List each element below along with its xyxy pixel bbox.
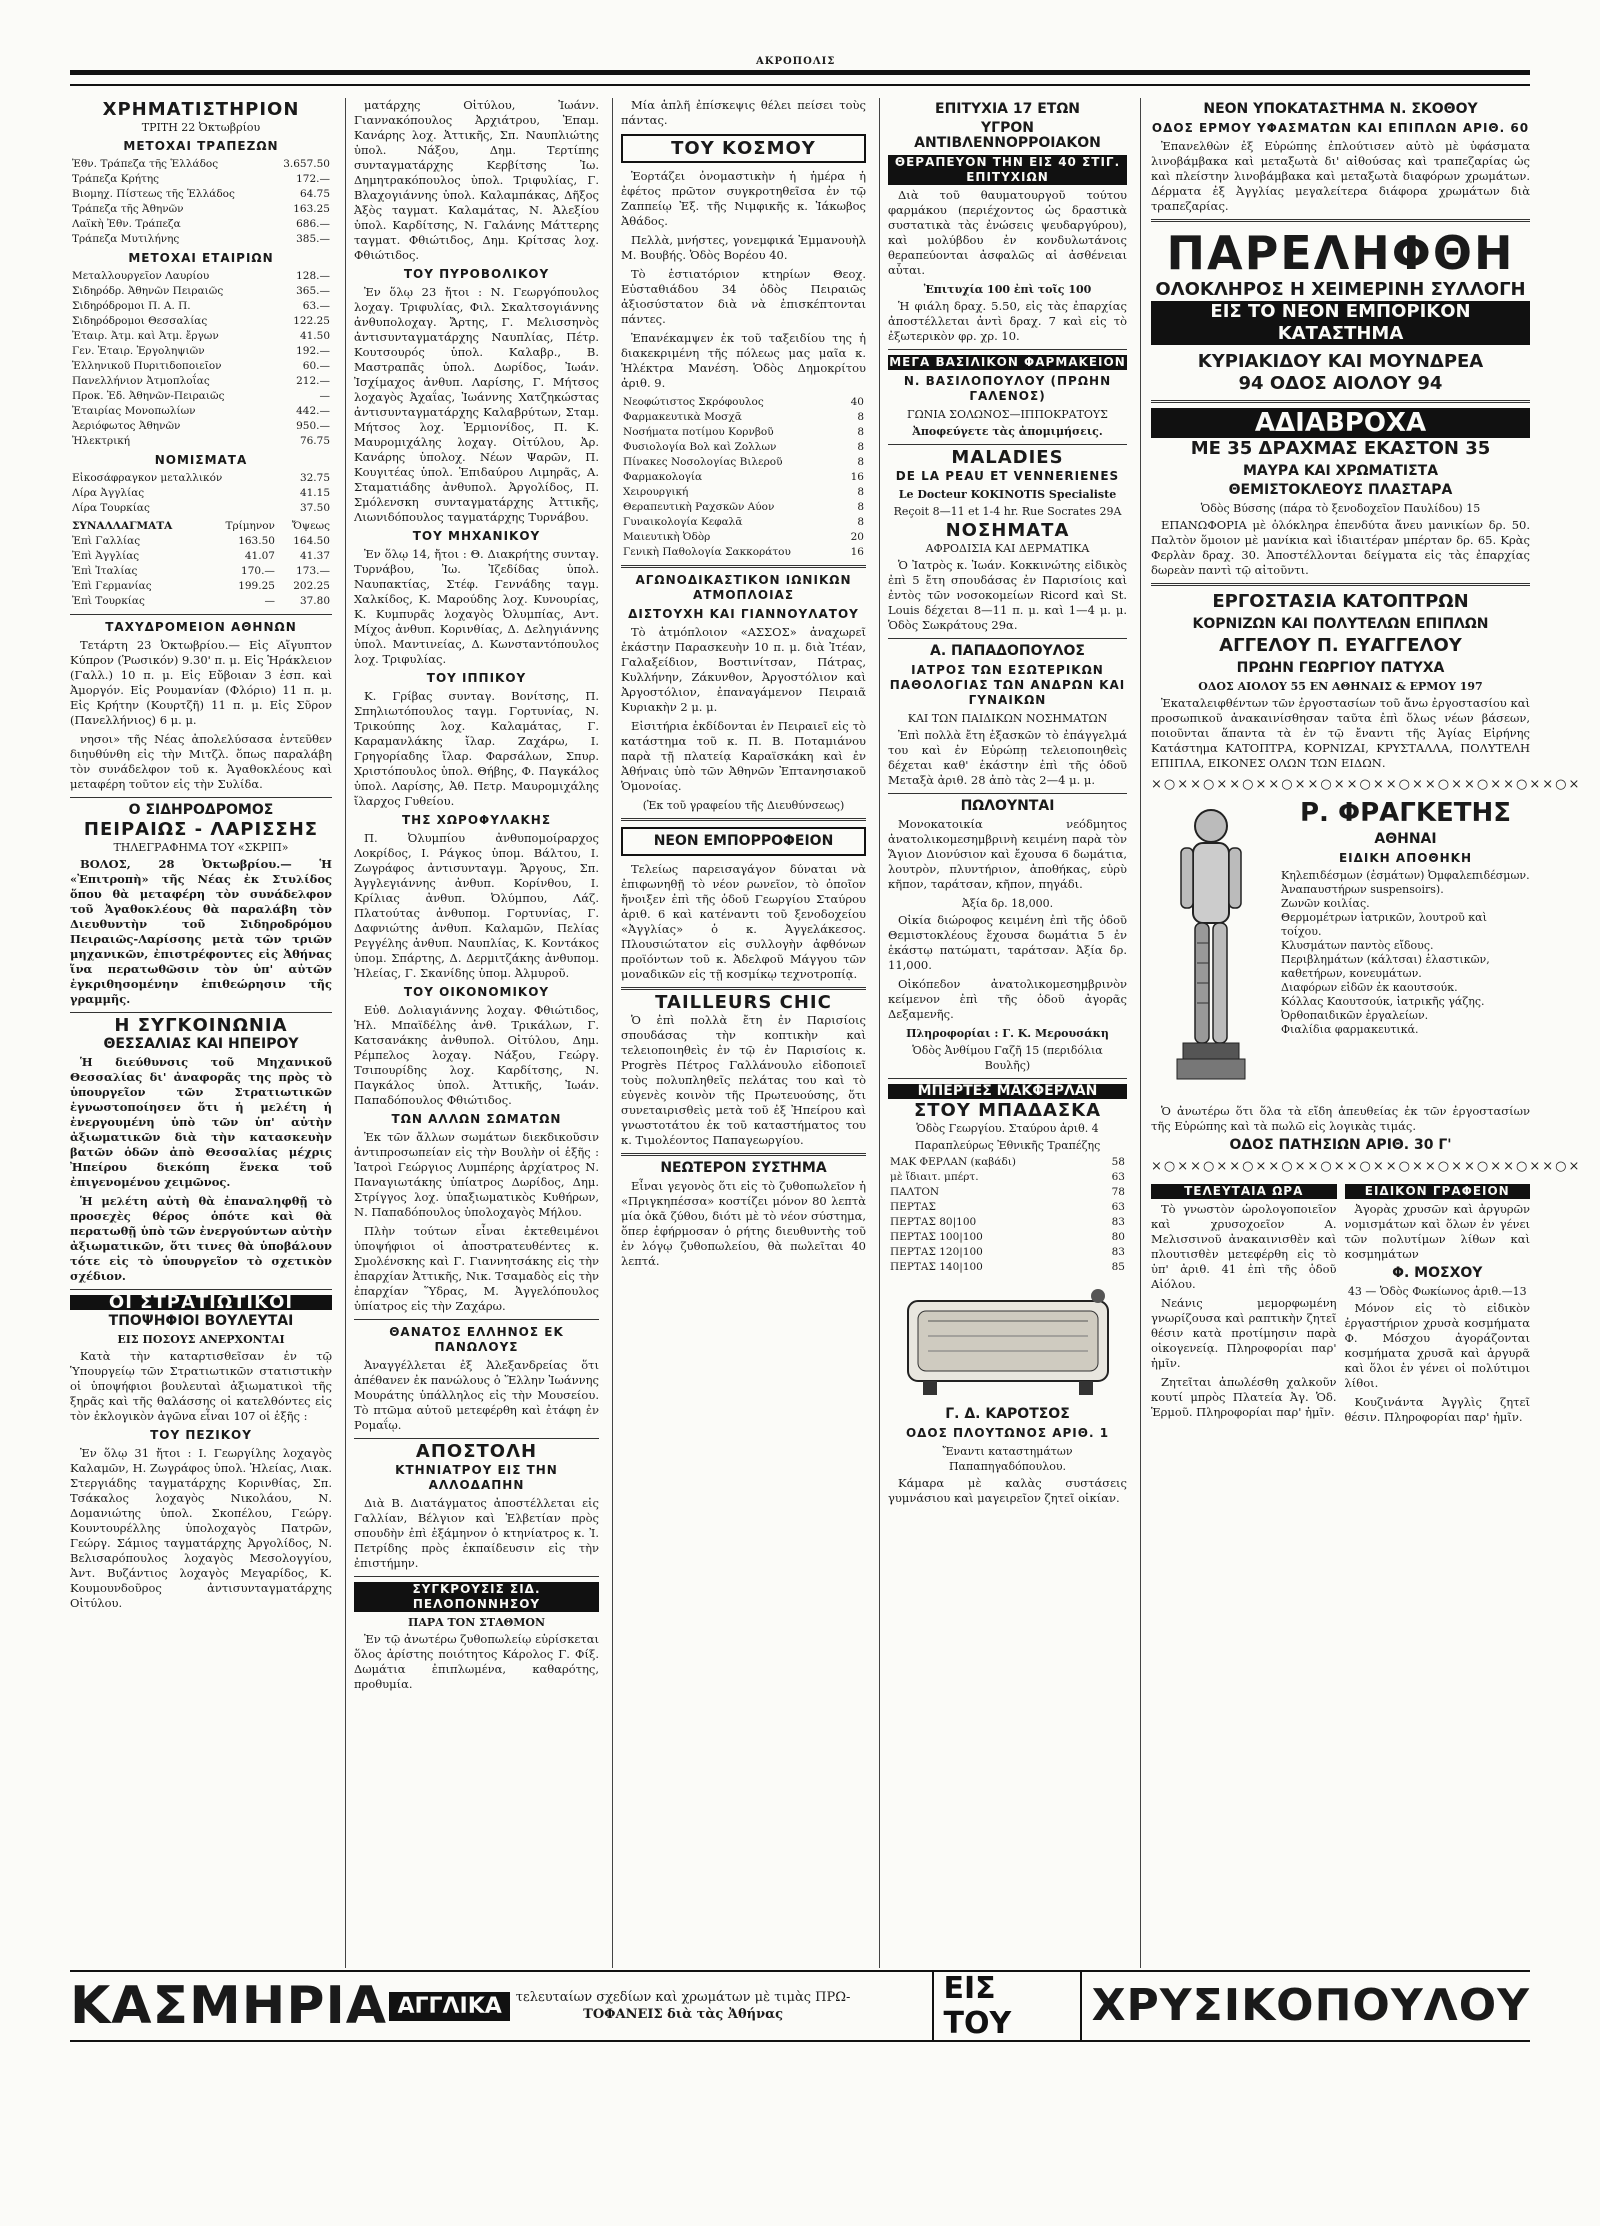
mirrors-addr: ΟΔΟΣ ΑΙΟΛΟΥ 55 ΕΝ ΑΘΗΝΑΙΣ & ΕΡΜΟΥ 197: [1198, 680, 1483, 693]
other-title: ΤΩΝ ΑΛΛΩΝ ΣΩΜΑΤΩΝ: [391, 1112, 562, 1126]
lost-text: Ζητεῖται ἀπωλέσθη χαλκοῦν κουτί μπρὸς Πλατεία Ἀγ. Ὁδ. Ἑρμοῦ. Πληροφορίαι παρ' ἡμῖν.: [1151, 1375, 1337, 1419]
bottom-ads: [1151, 1180, 1530, 1429]
bookstore-title: ΝΕΟΝ ΕΜΠΟΡΡΟΦΕΙΟΝ: [621, 827, 866, 856]
artillery-text: Ἐν ὅλῳ 23 ἤτοι : Ν. Γεωργόπουλος λοχαγ. Τριφυλίας, Φιλ. Σκαλτσογιάννης ἀνθυπολοχαγ. Ἄρτης, Γ. Μελισσηνὸς ἀντισυνταγματάρχης Ναυπλίας, Πέτρ. Κουτσουρός ὑπολ. Καλαβρ., Β. Μαστραπᾶς ὑπολ. Δωρίδος, Ἰωάν. Ἰσχίμαχος ἀνθυπ. Λαρίσης, Γ. Μήτσος λοχαγὸς Ἀχαΐας, Ἰωάννης Χατζηκώστας ἀντισυνταγματάρχης Καλαβρύτων, Σταμ. Μήτσος λοχ. Ἐρμιονίδος, Π. Κ. Μαυρομιχάλης λοχαγ. Οἰτύλου, Ἀρ. Κανάρης ὑπολοχ. Νέων Ψαρῶν, Π. Κουγιτέας ὑπολ. Ἐπιδαύρου Λιμηρᾶς, Α. Σταματιάδης ἀνθυπολ. Ἀργολίδος, Π. Σμόλενσκη συνταγματάρχης Ἀττικῆς, Λιωνιδόπουλος ταγματάρχης Τυρνάβου.: [354, 285, 599, 524]
table-row: Σιδηρόδρομοι Π. Α. Π. 63.—: [72, 300, 330, 312]
doctor-text: Ἐπὶ πολλὰ ἔτη ἐξασκῶν τὸ ἐπάγγελμά του καὶ ἐν Εὐρώπῃ τελειοποιηθεὶς δέχεται καθ' ἑκάστην ἐπὶ τῆς ὁδοῦ Μεταξὰ ἀριθ. 28 ἀπὸ τὰς 2—4 μ. μ.: [888, 728, 1127, 787]
divider: [888, 444, 1127, 445]
bath-addr: Ὁδὸς Γεωργίου. Σταύρου ἀριθ. 4: [916, 1122, 1099, 1135]
table-row: Πανελλήνιον Ἀτμοπλοΐας 212.—: [72, 375, 330, 387]
rail2-sub: ΠΑΡΑ ΤΟΝ ΣΤΑΘΜΟΝ: [407, 1616, 546, 1629]
bathtub-illustration: [898, 1281, 1118, 1401]
doctor-title: Α. ΠΑΠΑΔΟΠΟΥΛΟΣ: [930, 643, 1085, 659]
school-text-2: Εἰσιτήρια ἐκδίδονται ἐν Πειραιεῖ εἰς τὸ κατάστημα τοῦ κ. Π. Β. Ποταμιάνου παρὰ τῇ πλατείᾳ Καραϊσκάκη καὶ ἐν Ἀθήναις ὑπὸ τῶν Ἀθηνῶν Ἐπτανησιακοῦ Ὁμονοίας.: [621, 719, 866, 793]
table-row: ΜΑΚ ΦΕΡΛΑΝ (καβάδι) 58: [890, 1156, 1125, 1168]
sale-text-2: Οἰκία διώροφος κειμένη ἐπὶ τῆς ὁδοῦ Θεμιστοκλέους ἔχουσα δωμάτια 5 ἐν ἑκάστῳ πατώματι, ταράτσαν. Ἀξία δρ. 11,000.: [888, 913, 1127, 972]
cavalry-text: Κ. Γρίβας συνταγ. Βονίτσης, Π. Σπηλιωτόπουλος ταγμ. Γορτυνίας, Ν. Τρικούπης λοχ. Καλαμάτας, Γ. Καραμανλάκης ἴλαρ. Ζαχάρω, Ι. Γρηγορίαδης ἴλαρ. Φαρσάλων, Σπυρ. Χριστόπουλος ὑπολ. Θήβης, Φ. Παγκάλος ὑπολ. Λαρίσης, Ἀθ. Πετρ. Μαυρομιχάλης ἴλαρχος Γυθείου.: [354, 689, 599, 808]
mission-title-2: ΚΤΗΝΙΑΤΡΟΥ ΕΙΣ ΤΗΝ ΑΛΛΟΔΑΠΗΝ: [395, 1463, 558, 1492]
column-5: [1140, 98, 1582, 1968]
success-price: Ἐπιτυχία 100 ἐπὶ τοῖς 100: [923, 283, 1092, 296]
list-item: Κηλεπιδέσμων (ἐσμάτων) Ὀμφαλεπιδέσμων.: [1281, 869, 1530, 882]
sale-text: Μονοκατοικία νεόδμητος ἀνατολικομεσημβρινὴ κειμένη παρὰ τὸν Ἅγιον Διονύσιον καὶ ἔχουσα 6 δωμάτια, λουτρὸν, πλυντήριον, ἀποθήκας, εὐρὺ κῆπον, ταράτσαν, κῆπον, πηγάδι.: [888, 817, 1127, 891]
late-text: Τὸ γνωστὸν ὡρολογοποιεῖον καὶ χρυσοχοεῖον Α. Μελισσινοῦ ἀνακαινισθὲν καὶ πλουτισθὲν μετεφέρθη εἰς τὸ ὑπ' ἀριθ. 41 ἐπὶ τῆς ὁδοῦ Αἰόλου.: [1151, 1202, 1337, 1291]
col3-top-text: Μία ἁπλῆ ἐπίσκεψις θέλει πείσει τοὺς πάντας.: [621, 98, 866, 127]
divider: [621, 987, 866, 990]
mission-text: Διὰ Β. Διατάγματος ἀποστέλλεται εἰς Γαλλίαν, Βέλγιον καὶ Ἑλβετίαν πρὸς σπουδὴν ἐπὶ ἐξάμηνον ὁ κτηνίατρος κ. Ἰ. Πετρίδης πρὸς ἐκπαίδευσιν εἰς τὴν ἐπιστήμην.: [354, 1496, 599, 1570]
table-row: Φαρμακολογία 16: [623, 471, 864, 483]
rail-text: ΒΟΛΟΣ, 28 Ὀκτωβρίου.— Ἡ «Ἐπιτροπὴ» τῆς Νέας ἐκ Στυλίδος ὅπου θὰ μεταφέρη τὸν συνάδελφον τοῦ Ἀγαθοκλέους θὰ παραλάβη τὸν Διευθυντὴν τοῦ Σιδηροδρόμου Πειραιῶς-Λαρίσσης μετὰ τῶν τριῶν μηχανικῶν, ἐπιστρέφοντες εἰς Ἀθήνας ἵνα περατωθῶσιν τὸν ὑπ' αὐτῶν ἐγκριθησομένην ἐπιθεώρησιν τῆς γραμμῆς.: [70, 857, 332, 1006]
other-text: Ἐκ τῶν ἄλλων σωμάτων διεκδικοῦσιν ἀντιπροσωπείαν εἰς τὴν Βουλὴν οἱ ἑξῆς : Ἰατροὶ Γεώργιος Λυμπέρης ἀρχίατρος Ν. Παναγιωτάκης ὑπίατρος Δωρίδος, Δημ. Στρίγγος λοχ. ὑπαξιωματικὸς Κυθήρων, Ν. Παπαδόπουλος ὑπολοχαγὸς Μήλου.: [354, 1130, 599, 1219]
divider: [1151, 583, 1530, 586]
table-row: Ἠλεκτρική 76.75: [72, 435, 330, 447]
karotsos-addr: ΟΔΟΣ ΠΛΟΥΤΩΝΟΣ ΑΡΙΘ. 1: [905, 1426, 1110, 1440]
footer-mid-label: ΑΓΓΛΙΚΑ: [389, 1992, 509, 2021]
late-title: ΤΕΛΕΥΤΑΙΑ ΩΡΑ: [1151, 1184, 1337, 1199]
table-row: Σιδηρόδρομοι Θεσσαλίας 122.25: [72, 315, 330, 327]
comm-title-1: Η ΣΥΓΚΟΙΝΩΝΙΑ: [114, 1015, 288, 1036]
received-title: ΠΑΡΕΛΗΦΘΗ: [1166, 226, 1515, 280]
divider: [354, 1319, 599, 1320]
gendarmerie-text: Π. Ὀλυμπίου ἀνθυπομοίραρχος Λοκρίδος, Ι. Ράγκος ὑπομ. Βάλτου, Ι. Ζωγράφος ἀντισυνταγμ. Ἄργους, Σπ. Ἀγγλεγιάννης ἀνθυπ. Κορίνθου, Ι. Κρίλιας ἀνθυπ. Ὀλύμπου, Λάζ. Πλατούτας ἀνθυπομ. Γορτυνίας, Γ. Δαφνιώτης ἀνθυπ. Καλαμῶν, Πελίας Ρεγγέλης ἀνθυπ. Ναυπλίας, Κ. Κοντάκος ὑπομ. Σπάρτης, Δ. Δερμιτζάκης ἀνθυπομ. Ἠλείας, Γ. Σκανίδης ὑπομ. Ἀλμυροῦ.: [354, 831, 599, 980]
column-2: [345, 98, 607, 1968]
death-title: ΘΑΝΑΤΟΣ ΕΛΛΗΝΟΣ ΕΚ ΠΑΝΩΛΟΥΣ: [389, 1325, 564, 1354]
masthead-title: ΑΚΡΟΠΟΛΙΣ: [750, 56, 841, 67]
table-row: Ἑλληνικοῦ Πυριτιδοποιεῖον 60.—: [72, 360, 330, 372]
divider: [70, 1012, 332, 1013]
bath-sub: ΣΤΟΥ ΜΠΑΔΑΣΚΑ: [913, 1100, 1102, 1121]
table-row: Τράπεζα τῆς Ἀθηνῶν 163.25: [72, 203, 330, 215]
table-row: Φυσιολογία Βολ καὶ Ζολλων 8: [623, 441, 864, 453]
bath-table: [888, 1155, 1127, 1275]
divider: [888, 793, 1127, 794]
table-row: ΠΕΡΤΑΣ 63: [890, 1201, 1125, 1213]
diseases-text: Ὁ Ἰατρὸς κ. Ἰωάν. Κοκκινώτης εἰδικὸς ἐπὶ 5 ἔτη σπουδάσας ἐν Παρισίοις καὶ ἐντὸς τῶν νοσοκομείων Ricord καὶ St. Louis δέχεται 8—11 π. μ. καὶ 1—4 μ. μ. Ὁδὸς Σωκράτους 29α.: [888, 558, 1127, 632]
list-item: Ἀναπαυστήρων suspensoirs).: [1281, 883, 1444, 896]
list-item: Φιαλίδια φαρμακευτικά.: [1281, 1023, 1419, 1036]
table-row: Θεραπευτικὴ Ραχσκῶν Αύον 8: [623, 501, 864, 513]
banks-table: [70, 157, 332, 247]
table-row: ΠΑΛΤΟΝ 78: [890, 1186, 1125, 1198]
table-row: Ἐταιρίας Μονοπωλίων 442.—: [72, 405, 330, 417]
mirrors-name: ΑΓΓΕΛΟΥ Π. ΕΥΑΓΓΕΛΟΥ: [1219, 635, 1462, 656]
success-sub: ΥΓΡΟΝ ΑΝΤΙΒΛΕΝΝΟΡΡΟΙΑΚΟΝ: [914, 120, 1101, 151]
special-addr: 43 — Ὁδὸς Φωκίωνος ἀριθ.—13: [1347, 1285, 1527, 1298]
rail-title-2: ΠΕΙΡΑΙΩΣ - ΛΑΡΙΣΣΗΣ: [83, 819, 319, 840]
table-row: Νοσήματα ποτίμου Κορνβοῦ 8: [623, 426, 864, 438]
doctor-sub-2: ΚΑΙ ΤΩΝ ΠΑΙΔΙΚΩΝ ΝΟΣΗΜΑΤΩΝ: [907, 712, 1108, 725]
island-text: νησοι» τῆς Νέας ἀπολελύσασα ἐντεῦθεν διηυθύνθη εἰς τὴν Μιτζλ. ὅπως παραλάβη τὸν συνάδελφον τοῦ κ. Ἀγαθοκλέους καὶ μεταφέρη τοῦτον εἰς τὴν Συλίδα.: [70, 732, 332, 791]
branch-sub: ΟΔΟΣ ΕΡΜΟΥ ΥΦΑΣΜΑΤΩΝ ΚΑΙ ΕΠΙΠΛΩΝ ΑΡΙΘ. 60: [1151, 121, 1530, 135]
divider: [70, 797, 332, 798]
bath-title: ΜΠΕΡΤΕΣ ΜΑΚΦΕΡΛΑΝ: [888, 1084, 1127, 1099]
table-row: Ἐθν. Τράπεζα τῆς Ἑλλάδος 3.657.50: [72, 158, 330, 170]
rail2-title: ΣΥΓΚΡΟΥΣΙΣ ΣΙΔ. ΠΕΛΟΠΟΝΝΗΣΟΥ: [354, 1582, 599, 1612]
table-row: ΠΕΡΤΑΣ 80|100 83: [890, 1216, 1125, 1228]
mirrors-title: ΕΡΓΟΣΤΑΣΙΑ ΚΑΤΟΠΤΡΩΝ: [1212, 591, 1469, 612]
tailleurs-title: TAILLEURS CHIC: [655, 992, 832, 1013]
table-row: Τράπεζα Κρήτης 172.—: [72, 173, 330, 185]
army-title-2: ΤΠΟΨΗΦΙΟΙ ΒΟΥΛΕΥΤΑΙ: [108, 1313, 294, 1329]
frag-text: Ὁ ἀνωτέρω ὅτι ὅλα τὰ εἴδη ἀπευθείας ἐκ τῶν ἐργοστασίων τῆς Εὐρώπης καὶ τὰ πωλῶ εἰς λογικὰς τιμάς.: [1151, 1104, 1530, 1133]
sale-contact: Πληροφορίαι : Γ. Κ. Μερουσάκη: [906, 1027, 1109, 1040]
footer-mid-text-2: ΤΟΦΑΝΕΙΣ διὰ τὰς Ἀθήνας: [583, 2007, 784, 2022]
comm-title-2: ΘΕΣΣΑΛΙΑΣ ΚΑΙ ΗΠΕΙΡΟΥ: [103, 1036, 299, 1052]
diseases-sub: ΑΦΡΟΔΙΣΙΑ ΚΑΙ ΔΕΡΜΑΤΙΚΑ: [925, 542, 1090, 555]
sale-addr: Ὁδὸς Ἀνθίμου Γαζῆ 15 (περιδόλια Βουλῆς): [912, 1044, 1103, 1072]
divider: [1151, 219, 1530, 222]
world-text-2: Πελλὰ, μνήστες, γονεμφικά Ἐμμανουὴλ Μ. Βουβής. Ὁδὸς Βορέου 40.: [621, 233, 866, 262]
divider: [888, 1078, 1127, 1079]
list-item: Θερμομέτρων ἰατρικῶν, λουτροῦ καὶ τοίχου.: [1281, 911, 1487, 938]
list-item: Ὀρθοπαιδικῶν ἐργαλείων.: [1281, 1009, 1429, 1022]
list-item: Κλυσμάτων παντὸς εἴδους.: [1281, 939, 1434, 952]
table-row: Εἰκοσάφραγκον μεταλλικόν 32.75: [72, 472, 330, 484]
school-note: (Ἐκ τοῦ γραφείου τῆς Διευθύνσεως): [642, 799, 845, 812]
list-item: Περιβλημάτων (κάλτσαι) ἐλαστικῶν, καθετήρων, κονευμάτων.: [1281, 953, 1490, 980]
received-names: ΚΥΡΙΑΚΙΔΟΥ ΚΑΙ ΜΟΥΝΔΡΕΑ: [1197, 351, 1484, 372]
post-text: Τετάρτη 23 Ὀκτωβρίου.— Εἰς Αἴγυπτον Κύπρον (Ῥωσικόν) 9.30' π. μ. Εἰς Ἡράκλειον (Γαλλ.) 10 π. μ. Εἰς Εὔβοιαν 3 ἑσπ. καὶ Ἀμοργόν. Εἰς Ρουμανίαν (Φλόριο) 11 π. μ. Εἰς Κρήτην (Κουρτζῆ) 11 π. μ. Εἰς Σῦρον (Πανελλήνιος) 6 μ. μ.: [70, 638, 332, 727]
table-row: Ἐπὶ Ἀγγλίας 41.07 41.37: [72, 550, 330, 562]
rain-sub-2: ΜΑΥΡΑ ΚΑΙ ΧΡΩΜΑΤΙΣΤΑ: [1242, 463, 1439, 479]
artillery-title: ΤΟΥ ΠΥΡΟΒΟΛΙΚΟΥ: [403, 267, 550, 281]
world-text-4: Ἐπανέκαμψεν ἐκ τοῦ ταξειδίου της ἡ διακεκριμένη τῆς πόλεως μας μαῖα κ. Ἠλέκτρα Μανέση. Ὁδὸς Δημοκρίτου ἀριθ. 9.: [621, 331, 866, 390]
engineer-title: ΤΟΥ ΜΗΧΑΝΙΚΟΥ: [412, 529, 541, 543]
school-title: ΑΓΩΝΟΔΙΚΑΣΤΙΚΟΝ ΙΩΝΙΚΩΝ ΑΤΜΟΠΛΟΙΑΣ: [635, 573, 852, 602]
rain-title: ΑΔΙΑΒΡΟΧΑ: [1151, 408, 1530, 438]
table-row: Ἐπὶ Τουρκίας — 37.80: [72, 595, 330, 607]
frag-addr: ΟΔΟΣ ΠΑΤΗΣΙΩΝ ΑΡΙΘ. 30 Γ': [1229, 1137, 1452, 1153]
cure-table: [621, 395, 866, 560]
death-text: Ἀναγγέλλεται ἐξ Ἀλεξανδρείας ὅτι ἀπέθανεν ἐκ πανώλους ὁ Ἕλλην Ἰωάννης Μουράτης ὑπάλληλος εἰς τὴν Μουσείου. Τὸ πτῶμα αὐτοῦ μετεφέρθη καὶ ἐτάφη ἐν Ρομαΐῳ.: [354, 1358, 599, 1432]
tailleurs-text: Ὁ ἐπὶ πολλὰ ἔτη ἐν Παρισίοις σπουδάσας τὴν κοπτικὴν καὶ τελειοποιηθεὶς ἐν τῷ ἐν Παρισίοις κ. Progrès Πέτρος Γαλλάνουλο εἰδοποιεῖ τοὺς πολυπληθεῖς πελάτας του καὶ τὸ εὐγενὲς κοινὸν τῆς Πρωτευούσης, ὅτι συνεταιρισθεὶς μετὰ τοῦ ἐξ Ἠπείρου καὶ γνωστοτάτου ἐκ τοῦ καταστήματος του κ. Τιμολέοντος Παπαγεωργίου.: [621, 1013, 866, 1147]
frag-title: Ρ. ΦΡΑΓΚΕΤΗΣ: [1300, 798, 1511, 828]
commissary-text: Εὐθ. Δολιαγιάννης λοχαγ. Φθιώτιδος, Ἠλ. Μπαϊδέλης ἀνθ. Τρικάλων, Γ. Κατσανάκης ἀνθυπολ. Οἰτύλου, Δημ. Ρέμπελος λοχαγ. Νάξου, Γεώργ. Τσιπουρίδης λοχ. Καρδίτσης, Ν. Παγκάλος ὑπολ. Ἀττικῆς, Ἰωάν. Παπαδόπουλος Φθιώτιδος.: [354, 1003, 599, 1107]
bookstore-text: Τελείως παρεισαγάγον δύναται νὰ ἐπιφωνηθῇ τὸ νέον ρωνεῖον, τὸ ὁποῖον ἤνοιξεν ἐπὶ τῆς ὁδοῦ Γεωργίου Σταύρου ἀριθ. 6 καὶ κατέναντι τοῦ ξενοδοχείου «Ἀγγλίας» ὁ κ. Ἀγγελάκεσος. Πλουσιώτατον εἰς συλλογὴν ἀφθόνων προϊόντων τοῦ κ. Ἀδελφοῦ Μάγγου τῶν μοναδικῶν εἰς τῇ κοσμίκῳ τεχνοτροπίᾳ.: [621, 862, 866, 981]
gendarmerie-title: ΤΗΣ ΧΩΡΟΦΥΛΑΚΗΣ: [401, 813, 552, 827]
maladies-doc: Le Docteur KOKINOTIS Specialiste: [898, 488, 1117, 501]
world-text: Ἑορτάζει ὀνομαστικὴν ἡ ἡμέρα ἡ ἐφέτος πρῶτον συγκροτηθεῖσα ἐν τῷ Ζαππείῳ Ἐξ. τῆς Νιμφικῆς κ. Ἰάκωβος Ἀθάδος.: [621, 169, 866, 228]
doctor-sub: ΙΑΤΡΟΣ ΤΩΝ ΕΣΩΤΕΡΙΚΩΝ ΠΑΘΟΛΟΓΙΑΣ ΤΩΝ ΑΝΔΡΩΝ ΚΑΙ ΓΥΝΑΙΚΩΝ: [889, 663, 1126, 707]
success-text-2: Ἡ φιάλη δραχ. 5.50, εἰς τὰς ἐπαρχίας ἀποστέλλεται ἀντὶ δραχ. 7 καὶ εἰς τὸ ἐξωτερικὸν φρ. χρ. 10.: [888, 299, 1127, 343]
rail-title-1: Ο ΣΙΔΗΡΟΔΡΟΜΟΣ: [128, 802, 274, 818]
newspaper-page: [70, 56, 1582, 2170]
table-row: Γεν. Ἐταιρ. Ἐργοληψιῶν 192.—: [72, 345, 330, 357]
table-row: Χειρουργική 8: [623, 486, 864, 498]
exchange-date: ΤΡΙΤΗ 22 Ὀκτωβρίου: [141, 121, 261, 134]
mirrors-text: Ἐκαταλειφθέντων τῶν ἐργοστασίων τοῦ ἄνω ἐργοστασίου καὶ προσωπικοῦ ἀνακαινίσθησαν ταῦτα ἐπὶ ὅλως νέων βάσεων, ποιοῦνται ἅπαντα τὰ ἐν τῷ ἔναντι τῆς Ἁγίας Εἰρήνης Κατάστημα ΚΑΤΟΠΤΡΑ, ΚΟΡΝΙΖΑΙ, ΚΡΥΣΤΑΛΛΑ, ΠΟΛΥΤΕΛΗ ΕΠΙΠΛΑ, ΕΙΚΟΝΕΣ ΟΛΩΝ ΤΩΝ ΕΙΔΩΝ.: [1151, 696, 1530, 770]
rain-text: ΕΠΑΝΩΦΟΡΙΑ μὲ ὁλόκληρα ἐπενδύτα ἄνευ μανικίων δρ. 50. Παλτὸν ὅμοιον μὲ μανίκια καὶ ἰδιαιτέραν μπέρταν δρ. 65. Κρὰς Φερλὰν δραχ. 30. Ἀποστέλλονται δείγματα εἰς τὰς ἐπαρχίας δωρεὰν παντὶ τῷ αἰτοῦντι.: [1151, 518, 1530, 577]
comm-text-2: Ἡ μελέτη αὐτὴ θὰ ἐπαναληφθῇ τὸ προσεχὲς θέρος ὁπότε καὶ θὰ περατωθῇ ὑπὸ τῶν ἐνεργούντων αὐτὴν ἀξιωματικῶν, ὅτι τινες θὰ ὑποβάλουν τότε εἰς τὸ ὑπουργεῖον τὸ σχετικὸν σχέδιον.: [70, 1194, 332, 1283]
school-sub: ΔΙΣΤΟΥΧΗ ΚΑΙ ΓΙΑΝΝΟΥΛΑΤΟΥ: [628, 607, 859, 621]
divider: [621, 1153, 866, 1156]
footer-mid-block: [389, 1989, 931, 2023]
footer-left-title: ΚΑΣΜΗΡΙΑ: [70, 1976, 388, 2036]
mission-title-1: ΑΠΟΣΤΟΛΗ: [415, 1441, 538, 1462]
divider: [888, 638, 1127, 639]
table-row: Γυναικολογία Κεφαλᾶ 8: [623, 516, 864, 528]
success-text: Διὰ τοῦ θαυματουργοῦ τούτου φαρμάκου (περιέχοντος ὡς δραστικὰ συστατικὰ τὰς ἐνώσεις ψευδαργύρου), καὶ μολύβδου ἐν κονδυλωτάνοις θεραπεύονται ἀσφαλῶς αἱ ἀσθένειαι αὗται.: [888, 188, 1127, 277]
companies-table: [70, 269, 332, 449]
divider: [621, 818, 866, 821]
commissary-title: ΤΟΥ ΟΙΚΟΝΟΜΙΚΟΥ: [403, 985, 550, 999]
table-row: Νεοφώτιστος Σκρόφουλος 40: [623, 396, 864, 408]
army-sub: ΕΙΣ ΠΟΣΟΥΣ ΑΝΕΡΧΟΝΤΑΙ: [117, 1333, 285, 1346]
rain-name: ΘΕΜΙΣΤΟΚΛΕΟΥΣ ΠΛΑΣΤΑΡΑ: [1228, 482, 1453, 498]
list-item: Ζωνῶν κοιλίας.: [1281, 897, 1370, 910]
special-text: Ἀγορὰς χρυσῶν καὶ ἀργυρῶν νομισμάτων καὶ ὅλων ἐν γένει τῶν πολυτίμων λίθων καὶ κοσμημάτων: [1344, 1202, 1530, 1261]
rail-sub: ΤΗΛΕΓΡΑΦΗΜΑ ΤΟΥ «ΣΚΡΙΠ»: [113, 841, 289, 854]
rain-sub: ΜΕ 35 ΔΡΑΧΜΑΣ ΕΚΑΣΤΟΝ 35: [1190, 438, 1491, 459]
col2-top-text: ματάρχης Οἰτύλου, Ἰωάνν. Γιαννακόπουλος Ἀρχιάτρου, Ἐπαμ. Κανάρης λοχ. Ἀττικῆς, Σπ. Ναυπλιώτης ὑπολ. Νάξου, Δημ. Τερτίπης συνταγματάρχης Κερβίτσης Ἰω. Δημητρακόπουλος ὑπολ. Τριφυλίας, Γ. Βλαχογιάννης ὑπολ. Καλαμπάκας, Δῆξος Ἀξὸς ταγματ. Καλαμάτας, Ν. Ἀλεξίου ὑπολ. Καρδίτσης, Ν. Γαλάνης Μάττερης ταγματ. Φθιώτιδος, Δημ. Κρίτσας λοχ. Φθιώτιδος.: [354, 98, 599, 262]
special-name: Φ. ΜΟΣΧΟΥ: [1392, 1265, 1483, 1281]
footer-right-title: ΧΡΥΣΙΚΟΠΟΥΛΟΥ: [1091, 1980, 1530, 2031]
table-row: Μεταλλουργεῖον Λαυρίου 128.—: [72, 270, 330, 282]
table-row: Μαιευτικὴ Ὀδὸρ 20: [623, 531, 864, 543]
nea-text: Νεάνις μεμορφωμένη γνωρίζουσα καὶ ραπτικὴν ζητεῖ θέσιν κατὰ προτίμησιν παρὰ οἰκογενείᾳ. Πληροφορίαι παρ' ἡμῖν.: [1151, 1296, 1337, 1370]
pharm-addr: ΓΩΝΙΑ ΣΟΛΩΝΟΣ—ΙΠΠΟΚΡΑΤΟΥΣ: [907, 408, 1108, 421]
table-row: Ἐπὶ Γαλλίας 163.50 164.50: [72, 535, 330, 547]
divider: [70, 614, 332, 615]
divider: [354, 1438, 599, 1439]
fragketis-ad: [1151, 798, 1530, 1098]
other-text-2: Πλὴν τούτων εἶναι ἐκτεθειμένοι ὑποψήφιοι οἱ ἀποστρατευθέντες κ. Σμολένσκης καὶ Γ. Γιαννητσάκης εἰς τὴν ἐπαρχίαν Ἀττικῆς, Νικ. Τσαμαδὸς εἰς τὴν ἐπαρχίαν Ὕδρας, Μ. Ἀγγελόπουλος ὑπίατρος εἰς τὴν Ζαχάρω.: [354, 1224, 599, 1313]
statue-figure-illustration: [1151, 798, 1271, 1098]
table-row: Ἐπὶ Γερμανίας 199.25 202.25: [72, 580, 330, 592]
sale-text-3: Οἰκόπεδον ἀνατολικομεσημβρινὸν κείμενον ἐπὶ τῆς ὁδοῦ ἀγορᾶς Δεξαμενῆς.: [888, 977, 1127, 1021]
late-ad: [1151, 1180, 1337, 1429]
table-row: μὲ ἴδιαιτ. μπέρτ. 63: [890, 1171, 1125, 1183]
table-row: Σιδηρόδρ. Ἀθηνῶν Πειραιῶς 365.—: [72, 285, 330, 297]
table-row: ΣΥΝΑΛΛΑΓΜΑΤΑ Τρίμηνον Ὄψεως: [72, 520, 330, 532]
maladies-hours: Reçoit 8—11 et 1-4 hr. Rue Socrates 29A: [893, 505, 1122, 518]
list-item: Κόλλας Καουτσούκ, ἰατρικῆς γάζης.: [1281, 995, 1485, 1008]
newsys-text: Εἶναι γεγονὸς ὅτι εἰς τὸ ζυθοπωλεῖον ἡ «Πριγκηπέσσα» κοστίζει μόνον 80 λεπτὰ μία ὁκᾶ ζύθου, διότι μὲ τὸ νέον σύστημα, ὅπερ ἐφήρμοσαν ὁ ρήτης διευθυντὴς τοῦ ἐν λόγῳ ζυθοπωλείου, θὰ πωλεῖται 40 λεπτά.: [621, 1179, 866, 1268]
infantry-title: ΤΟΥ ΠΕΖΙΚΟΥ: [150, 1428, 252, 1442]
column-1: [70, 98, 340, 1968]
pharm-sub: Ν. ΒΑΣΙΛΟΠΟΥΛΟΥ (ΠΡΩΗΝ ΓΑΛΕΝΟΣ): [903, 374, 1112, 403]
banks-title: ΜΕΤΟΧΑΙ ΤΡΑΠΕΖΩΝ: [123, 139, 279, 153]
sale-price: Ἀξία δρ. 18,000.: [961, 897, 1054, 910]
divider: [70, 1289, 332, 1290]
decorative-border: ×○××○××○××○××○××○××○××○××○××○××○×: [1151, 1159, 1582, 1174]
branch-text: Ἐπανελθὼν ἐξ Εὐρώπης ἐπλούτισεν αὐτὸ μὲ ὑφάσματα λινοβάμβακα καὶ μεταξωτὰ δι' αἰθούσας καὶ τραπεζαρίας ὡς καὶ πλείστην λινοβάμβακα καὶ μεταξωτὰ διαφόρων χρωμάτων. Δέρματα ἐξ Ἀγγλίας μεγαλείτερα διάφορα χρωμάτων διὰ τραπεζαρίας.: [1151, 139, 1530, 213]
special-title: ΕΙΔΙΚΟΝ ΓΡΑΦΕΙΟΝ: [1345, 1184, 1531, 1199]
table-row: Ἐπὶ Ἰταλίας 170.— 173.—: [72, 565, 330, 577]
received-addr: 94 ΟΔΟΣ ΑΙΟΛΟΥ 94: [1238, 373, 1443, 394]
comm-text-1: Ἡ διεύθυνσις τοῦ Μηχανικοῦ Θεσσαλίας δι' ἀναφορᾶς της πρὸς τὸ ὑπουργεῖον τῶν Στρατιωτικῶν ἐγνωστοποίησεν ὅτι ἡ μελέτη ἡ ἐνεργουμένη ὑπὸ τῶν ὑπ' αὐτὴν ἀξιωματικῶν διὰ τὴν κατασκευὴν βατῶν ὁδῶν ἀπὸ Θεσσαλίας μέχρις Ἠπείρου διεκόπη ἕνεκα τοῦ ἐπιγενομένου χειμῶνος.: [70, 1055, 332, 1189]
column-4: [879, 98, 1135, 1968]
table-row: Γενικὴ Παθολογία Σακκοράτου 16: [623, 546, 864, 558]
coins-table: [70, 471, 332, 516]
footer-mid-text-1: τελευταίων σχεδίων καὶ χρωμάτων μὲ τιμὰς ΠΡΩ-: [515, 1990, 851, 2005]
fx-table: [70, 519, 332, 609]
table-row: Ἀεριόφωτος Ἀθηνῶν 950.—: [72, 420, 330, 432]
table-row: ΠΕΡΤΑΣ 120|100 83: [890, 1246, 1125, 1258]
table-row: Λίρα Τουρκίας 37.50: [72, 502, 330, 514]
table-row: Τράπεζα Μυτιλήνης 385.—: [72, 233, 330, 245]
divider: [888, 349, 1127, 350]
footer-eis: ΕΙΣ ΤΟΥ: [932, 1971, 1082, 2041]
karotsos-text: Ἔναντι καταστημάτων Παπαπηγαδόπουλου.: [942, 1445, 1073, 1473]
frag-city: ΑΘΗΝΑΙ: [1374, 831, 1437, 847]
bath-note: Παραπλεύρως Ἐθνικῆς Τραπέζης: [914, 1139, 1101, 1152]
table-row: Προκ. Ἐδ. Ἀθηνῶν-Πειραιῶς —: [72, 390, 330, 402]
frag-list: [1281, 869, 1530, 1037]
army-text: Κατὰ τὴν καταρτισθεῖσαν ἐν τῷ Ὑπουργείῳ τῶν Στρατιωτικῶν στατιστικὴν οἱ ὑποψήφιοι βουλευταὶ ἀξιωματικοὶ τῆς ξηρᾶς καὶ τῆς θαλάσσης οἱ κατελθόντες εἰς τὸν ἐκλογικὸν ἀγῶνα εἶναι 107 οἱ ἑξῆς :: [70, 1349, 332, 1423]
footer-banner: [70, 1970, 1530, 2042]
cook-text: Κουζινάντα Ἀγγλὶς ζητεῖ θέσιν. Πληροφορίαι παρ' ἡμῖν.: [1344, 1395, 1530, 1424]
world-title: ΤΟΥ ΚΟΣΜΟΥ: [621, 134, 866, 163]
mirrors-sub: ΚΟΡΝΙΖΩΝ ΚΑΙ ΠΟΛΥΤΕΛΩΝ ΕΠΙΠΛΩΝ: [1192, 616, 1489, 632]
post-title: ΤΑΧΥΔΡΟΜΕΙΟΝ ΑΘΗΝΩΝ: [105, 620, 297, 634]
table-row: ΠΕΡΤΑΣ 100|100 80: [890, 1231, 1125, 1243]
success-title: ΕΠΙΤΥΧΙΑ 17 ΕΤΩΝ: [935, 101, 1080, 117]
world-text-3: Τὸ ἑστιατόριον κτηρίων Θεοχ. Εὐσταθιάδου 34 ὁδὸς Πειραιῶς ἀξιοσύστατον διὰ νὰ ἐπισκέπτονται πάντες.: [621, 267, 866, 326]
divider: [621, 565, 866, 568]
table-row: Λίρα Ἀγγλίας 41.15: [72, 487, 330, 499]
table-row: Βιομηχ. Πίστεως τῆς Ἑλλάδος 64.75: [72, 188, 330, 200]
special-ad: [1345, 1180, 1531, 1429]
engineer-text: Ἐν ὅλῳ 14, ἤτοι : Θ. Διακρήτης συνταγ. Τυρνάβου, Ἰω. Ἰζεδίδας ὑπολ. Ναυπακτίας, Στέφ. Γεννάδης ταγμ. Χαλκίδος, Κ. Μαρούδης λοχ. Κυνουρίας, Κ. Κυμπυρᾶς λοχαγὸς Ὀλυμπίας, Αντ. Μίχος ἀνθυπ. Κορινθίας, Δ. Δεληγιάννης ὑπολ. Μαντινείας, Δ. Κωνσταντόπουλος λοχ. Τριφυλίας.: [354, 547, 599, 666]
special-text-2: Μόνον εἰς τὸ εἰδικὸν ἐργαστήριον χρυσὰ κοσμήματα Φ. Μόσχου ἀγοράζονται κοσμήματα χρυσᾶ καὶ ἀργυρᾶ καὶ ὅλοι ἐν γένει οἱ πολύτιμοι λίθοι.: [1344, 1301, 1530, 1390]
army-title-1: ΟΙ ΣΤΡΑΤΙΩΤΙΚΟΙ: [70, 1295, 332, 1310]
newsys-title: ΝΕΩΤΕΡΟΝ ΣΥΣΤΗΜΑ: [660, 1160, 827, 1176]
room-text: Κάμαρα μὲ καλὰς συστάσεις γυμνάσιου καὶ μαγειρεῖον ζητεῖ οἰκίαν.: [888, 1476, 1127, 1505]
pharm-note: Ἀποφεύγετε τὰς ἀπομιμήσεις.: [912, 425, 1103, 438]
table-row: Λαϊκὴ Ἐθν. Τράπεζα 686.—: [72, 218, 330, 230]
pharm-title: ΜΕΓΑ ΒΑΣΙΛΙΚΟΝ ΦΑΡΜΑΚΕΙΟΝ: [889, 355, 1126, 369]
table-row: Πίνακες Νοσολογίας Βιλεροῦ 8: [623, 456, 864, 468]
masthead-rule: [70, 70, 1530, 86]
mirrors-prev: ΠΡΩΗΝ ΓΕΩΡΓΙΟΥ ΠΑΤΥΧΑ: [1236, 660, 1445, 676]
divider: [1151, 400, 1530, 403]
maladies-title: MALADIES: [951, 447, 1064, 468]
school-text: Τὸ ἀτμόπλοιον «ΑΣΣΟΣ» ἀναχωρεῖ ἐκάστην Παρασκευὴν 10 π. μ. διὰ Ἰτέαν, Γαλαξείδιον, Βοστινίτσαν, Πάτρας, Κυλλήνην, Ζάκυνθον, Ἀργοστόλιον καὶ Ἀργοστόλιον, ἐπαναγάμενον Πειραιᾶ Κυριακὴν 2 μ. μ.: [621, 625, 866, 714]
table-row: ΠΕΡΤΑΣ 140|100 85: [890, 1261, 1125, 1273]
rail2-text: Ἐν τῷ ἀνωτέρω ζυθοπωλείῳ εὑρίσκεται ὅλος ἀρίστης ποιότητος Κάρολος Γ. Φίξ. Δωμάτια ἐπιπλωμένα, καθαρότης, προθυμία.: [354, 1632, 599, 1691]
diseases-title: ΝΟΣΗΜΑΤΑ: [945, 520, 1070, 541]
infantry-text: Ἐν ὅλῳ 31 ἤτοι : Ι. Γεωργίλης λοχαγὸς Καλαμῶν, Η. Ζωγράφος ὑπολ. Ἠλείας, Λιακ. Στεργιάδης ταγματάρχης Κορινθίας, Σπ. Τσάκαλος λοχαγὸς Νικολάου, Ν. Δομανιώτης ὑπολ. Σκοπέλου, Γεώργ. Κουντουρέλλης ὑπολοχαγὸς Πατρῶν, Γεώργ. Σάμιος ταγματάρχης Ἀργολίδος, Ν. Βελισαρόπουλος λοχαγὸς Μεσολογγίου, Ἀντ. Βυζάντιος λοχαγὸς Μεγαρίδος, Κ. Κουμουνδοῦρος ἀντισυνταγματάρχης Οἰτύλου.: [70, 1446, 332, 1610]
footer-mid-text-block: [516, 1989, 851, 2023]
received-sub-2: ΕΙΣ ΤΟ ΝΕΟΝ ΕΜΠΟΡΙΚΟΝ ΚΑΤΑΣΤΗΜΑ: [1151, 301, 1530, 345]
karotsos-title: Γ. Δ. ΚΑΡΟΤΣΟΣ: [945, 1406, 1070, 1422]
received-sub: ΟΛΟΚΛΗΡΟΣ Η ΧΕΙΜΕΡΙΝΗ ΣΥΛΛΟΓΗ: [1155, 279, 1526, 300]
frag-sub: ΕΙΔΙΚΗ ΑΠΟΘΗΚΗ: [1338, 851, 1473, 865]
list-item: Διαφόρων εἰδῶν ἐκ καουτσούκ.: [1281, 981, 1458, 994]
cavalry-title: ΤΟΥ ΙΠΠΙΚΟΥ: [426, 671, 527, 685]
exchange-title: ΧΡΗΜΑΤΙΣΤΗΡΙΟΝ: [102, 99, 300, 120]
companies-title: ΜΕΤΟΧΑΙ ΕΤΑΙΡΙΩΝ: [128, 251, 274, 265]
rain-addr: Ὁδὸς Βύσσης (πάρα τὸ ξενοδοχεῖον Παυλίδου) 15: [1200, 502, 1481, 515]
coins-title: ΝΟΜΙΣΜΑΤΑ: [154, 453, 248, 467]
branch-title: ΝΕΟΝ ΥΠΟΚΑΤΑΣΤΗΜΑ Ν. ΣΚΟΘΟΥ: [1203, 101, 1478, 117]
decorative-border: ×○××○××○××○××○××○××○××○××○××○××○×: [1151, 777, 1582, 792]
table-row: Ἐταιρ. Ἀτμ. καὶ Ἀτμ. ἔργων 41.50: [72, 330, 330, 342]
maladies-sub: DE LA PEAU ET VENNERIENES: [895, 469, 1120, 483]
sale-title: ΠΩΛΟΥΝΤΑΙ: [960, 798, 1055, 814]
column-3: [612, 98, 874, 1968]
divider: [354, 1576, 599, 1577]
table-row: Φαρμακευτικὰ Μοσχᾶ 8: [623, 411, 864, 423]
success-sub-2: ΘΕΡΑΠΕΥΟΝ ΤΗΝ ΕΙΣ 40 ΣΤΙΓ. ΕΠΙΤΥΧΙΩΝ: [888, 155, 1127, 185]
